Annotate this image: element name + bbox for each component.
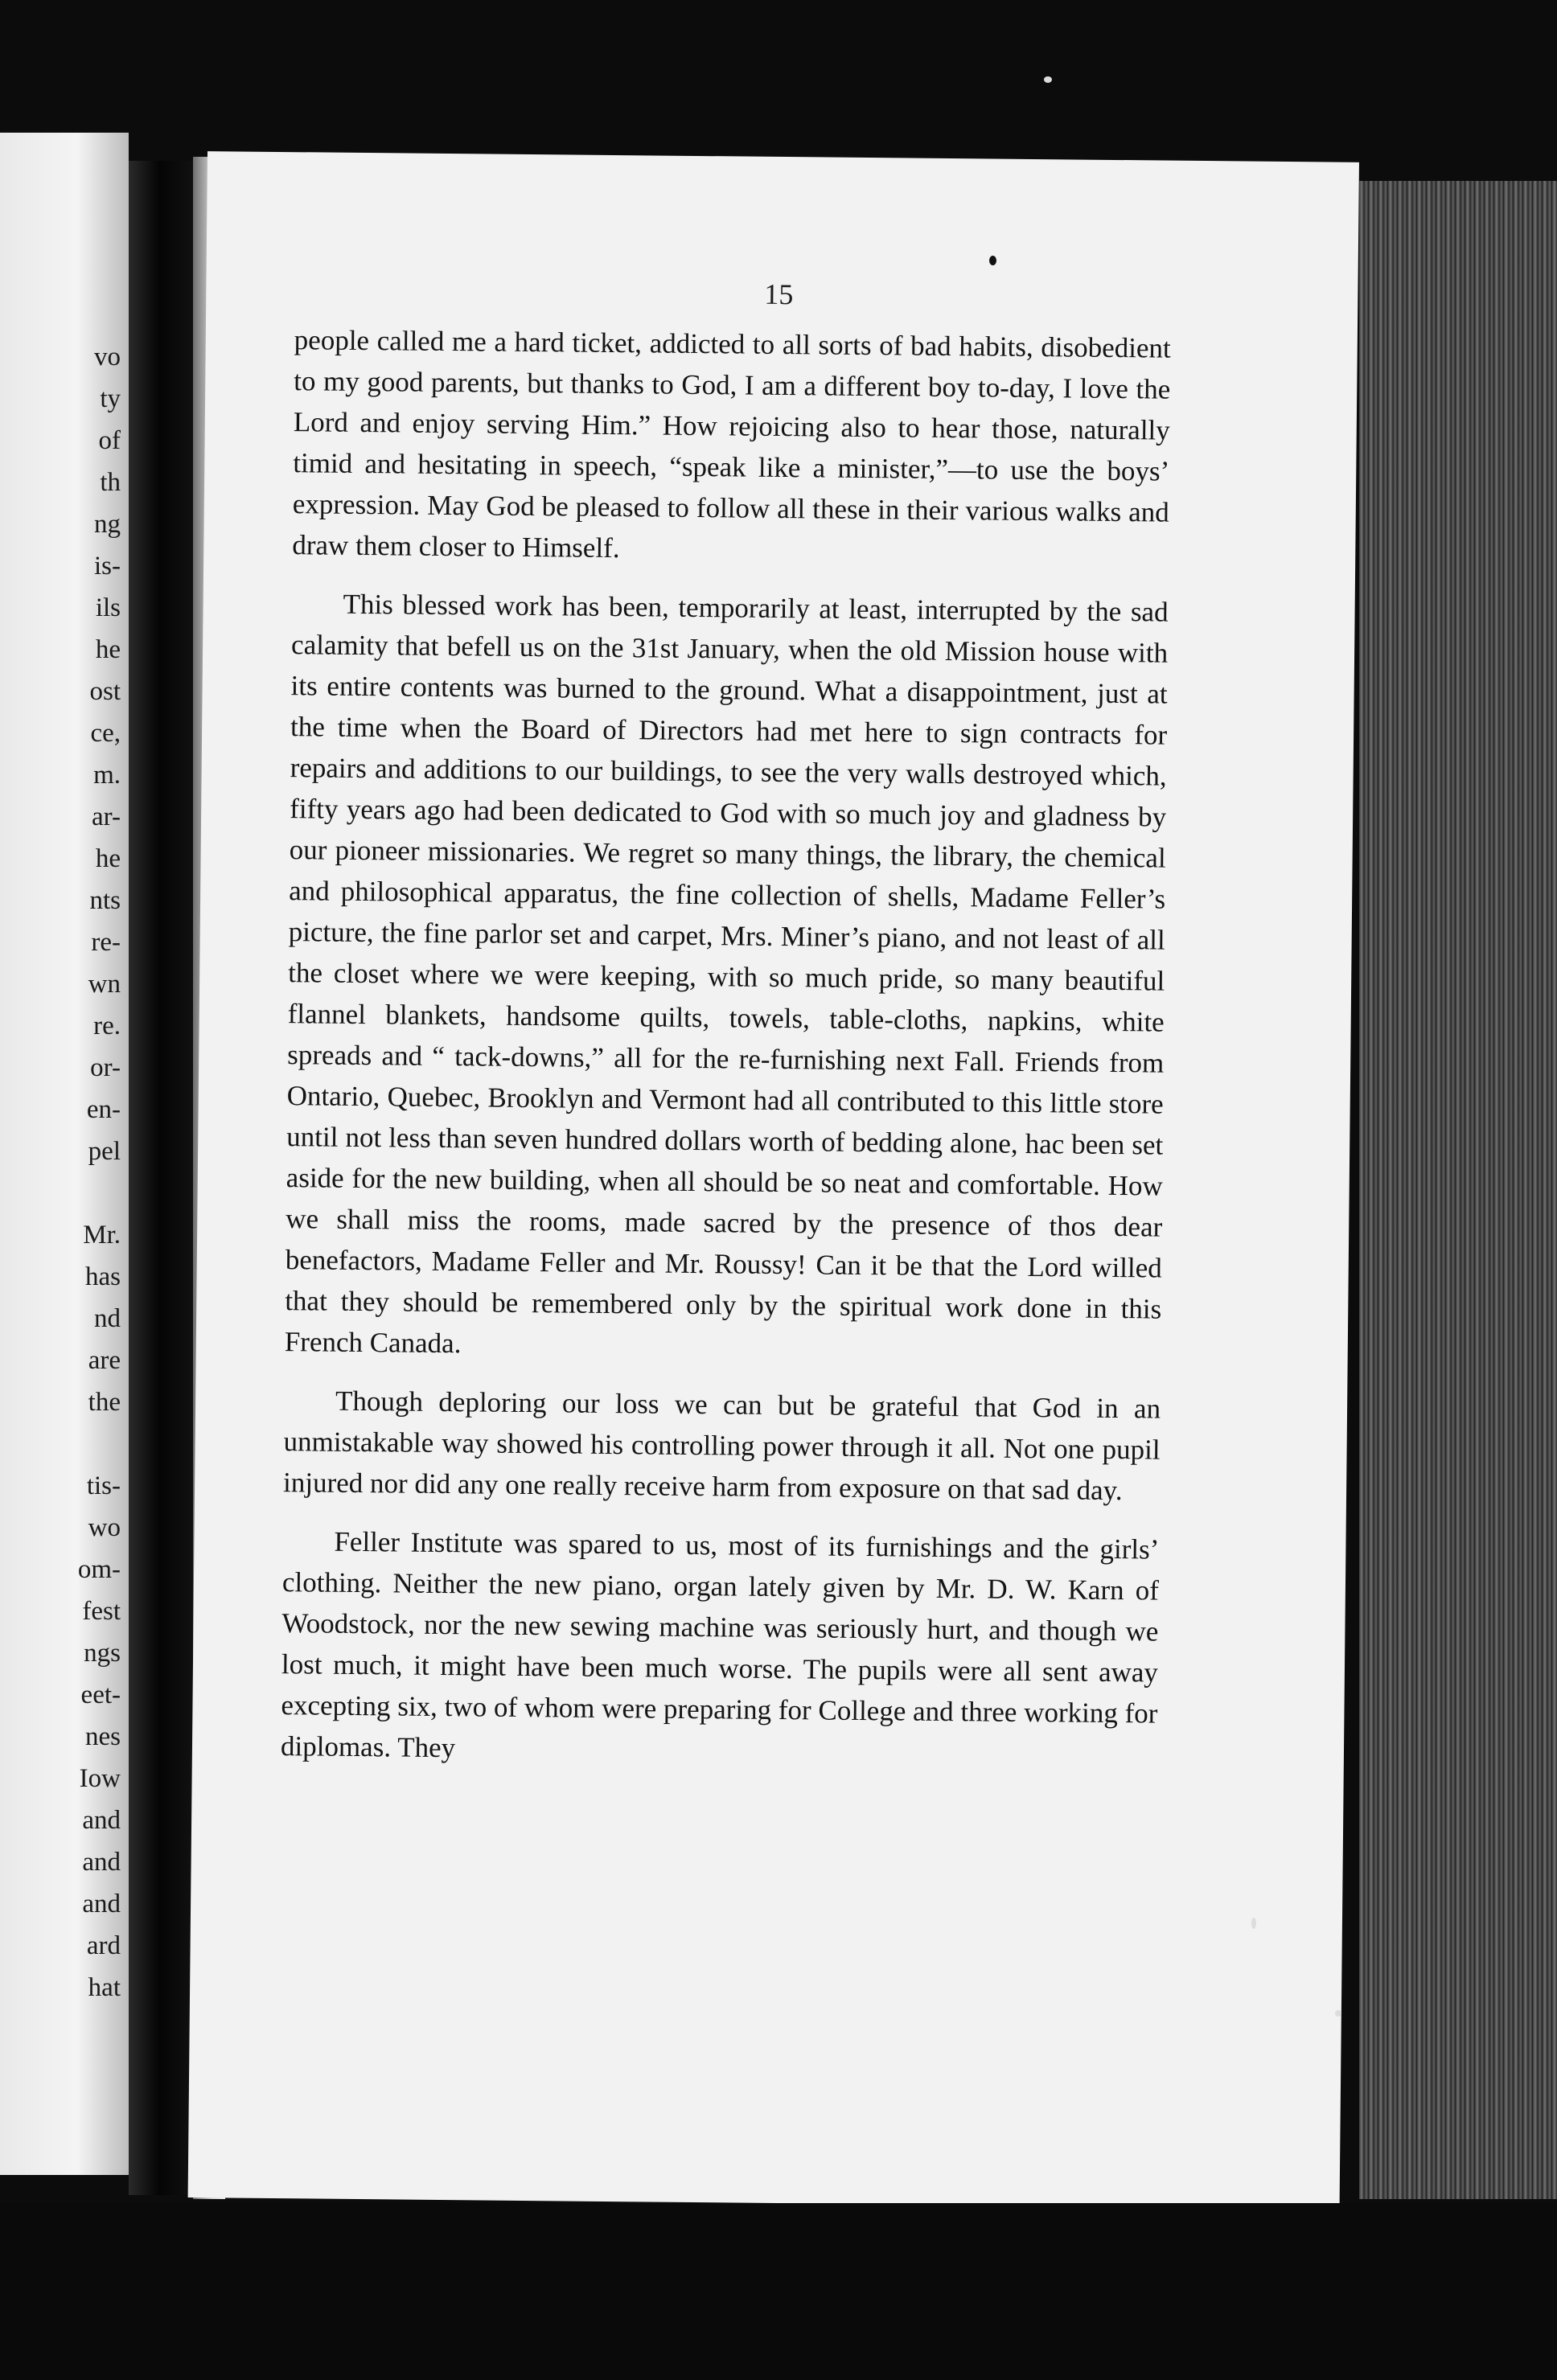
left-page-fragment: fest	[82, 1597, 121, 1626]
left-page-fragment: or-	[90, 1053, 121, 1082]
left-page	[0, 133, 129, 2175]
left-page-fragment: nts	[89, 886, 121, 915]
left-page-fragment: Iow	[79, 1764, 121, 1793]
scan-background	[0, 2203, 1557, 2380]
left-page-fragment: eet-	[80, 1680, 121, 1709]
main-page	[188, 151, 1359, 2209]
left-page-fragment: ty	[100, 384, 121, 413]
left-page-fragment: the	[88, 1388, 121, 1417]
left-page-fragment	[78, 1423, 121, 1465]
body-text	[281, 319, 1171, 1792]
left-page-fragment: hat	[88, 1973, 121, 2002]
left-page-fragment: of	[98, 426, 121, 455]
left-page-fragment: ils	[95, 593, 121, 622]
left-page-fragment: wn	[88, 970, 121, 999]
paragraph: Though deploring our loss we can but be grateful that God in an unmistakable way showed his controlling power through it all. Not one pupil injured nor did any one really receive harm from exposure on that sad day.	[282, 1385, 1161, 1507]
left-page-fragment: tis-	[86, 1471, 121, 1500]
left-page-fragment: ar-	[92, 802, 121, 831]
left-page-fragment: has	[85, 1262, 121, 1291]
left-page-fragment: en-	[86, 1095, 121, 1124]
left-page-fragment: Mr.	[83, 1221, 121, 1250]
left-page-fragment: wo	[88, 1513, 121, 1542]
left-page-fragment: and	[82, 1848, 121, 1877]
page-number: 15	[764, 277, 794, 311]
left-page-fragments	[78, 336, 121, 2009]
left-page-fragment: nd	[94, 1304, 121, 1333]
paragraph: This blessed work has been, temporarily at least, interrupted by the sad calamity that befell us on the 31st January, when the old Mission house with its entire contents was burned to the ground. What a disappointment, just at the time when the Board of Directors had met here to sign contracts for repairs and additions to our buildings, to see the very walls destroyed which, fifty years ago had been dedicated to God with so much joy and gladness by our pioneer missionaries. We regret so many things, the library, the chemical and philosophical apparatus, the fine collection of shells, Madame Feller’s picture, the fine parlor set and carpet, Mrs. Miner’s piano, and not least of all the closet where we were keeping, with so much pride, so many beautiful flannel blankets, handsome quilts, towels, table-cloths, napkins, white spreads and “ tack-downs,” all for the re-furnishing next Fall. Friends from Ontario, Quebec, Brooklyn and Vermont had all contributed to this little store until not less than seven hundred dollars worth of bedding alone, hac been set aside for the new building, when all should be so neat and comfortable. How we shall miss the rooms, made sacred by the presence of thos dear benefactors, Madame Feller and Mr. Roussy! Can it be that the Lord willed that they should be remembered only by the spiritual work done in this French Canada.	[284, 588, 1169, 1360]
left-page-fragment	[78, 1172, 121, 1214]
left-page-fragment: ngs	[84, 1639, 121, 1668]
left-page-fragment: th	[100, 468, 121, 497]
paragraph: people called me a hard ticket, addicted to all sorts of bad habits, disobedient to my good parents, but thanks to God, I am a different boy to-day, I love the Lord and enjoy serving Him.” How rejoicing also to hear those, naturally timid and hesitating in speech, “speak like a minister,”—to use the boys’ expression. May God be pleased to follow all these in their various walks and draw them closer to Himself.	[292, 324, 1171, 564]
left-page-fragment: ce,	[90, 719, 121, 748]
left-page-fragment: and	[82, 1890, 121, 1918]
left-page-fragment: re.	[93, 1012, 121, 1040]
left-page-fragment: he	[95, 844, 121, 873]
left-page-fragment: and	[82, 1806, 121, 1835]
left-page-fragment: nes	[85, 1722, 121, 1751]
left-page-fragment: re-	[91, 928, 121, 957]
left-page-fragment: is-	[94, 552, 121, 581]
page-edge-stack	[1359, 181, 1557, 2199]
left-page-fragment: om-	[77, 1555, 121, 1584]
left-page-fragment: he	[95, 635, 121, 664]
left-page-fragment: ard	[86, 1931, 121, 1960]
left-page-fragment: pel	[88, 1137, 121, 1166]
left-page-fragment: vo	[94, 343, 121, 371]
left-page-fragment: ng	[94, 510, 121, 539]
left-page-fragment: ost	[89, 677, 121, 706]
left-page-fragment: are	[88, 1346, 121, 1375]
paragraph: Feller Institute was spared to us, most of its furnishings and the girls’ clothing. Neither the new piano, organ lately given by Mr. D. W. Karn of Woodstock, nor the new sewing machine was seriously hurt, and though we lost much, it might have been much worse. The pupils were all sent away excepting six, two of whom were preparing for College and three working for diplomas. They	[280, 1525, 1160, 1764]
left-page-fragment: m.	[93, 761, 121, 790]
